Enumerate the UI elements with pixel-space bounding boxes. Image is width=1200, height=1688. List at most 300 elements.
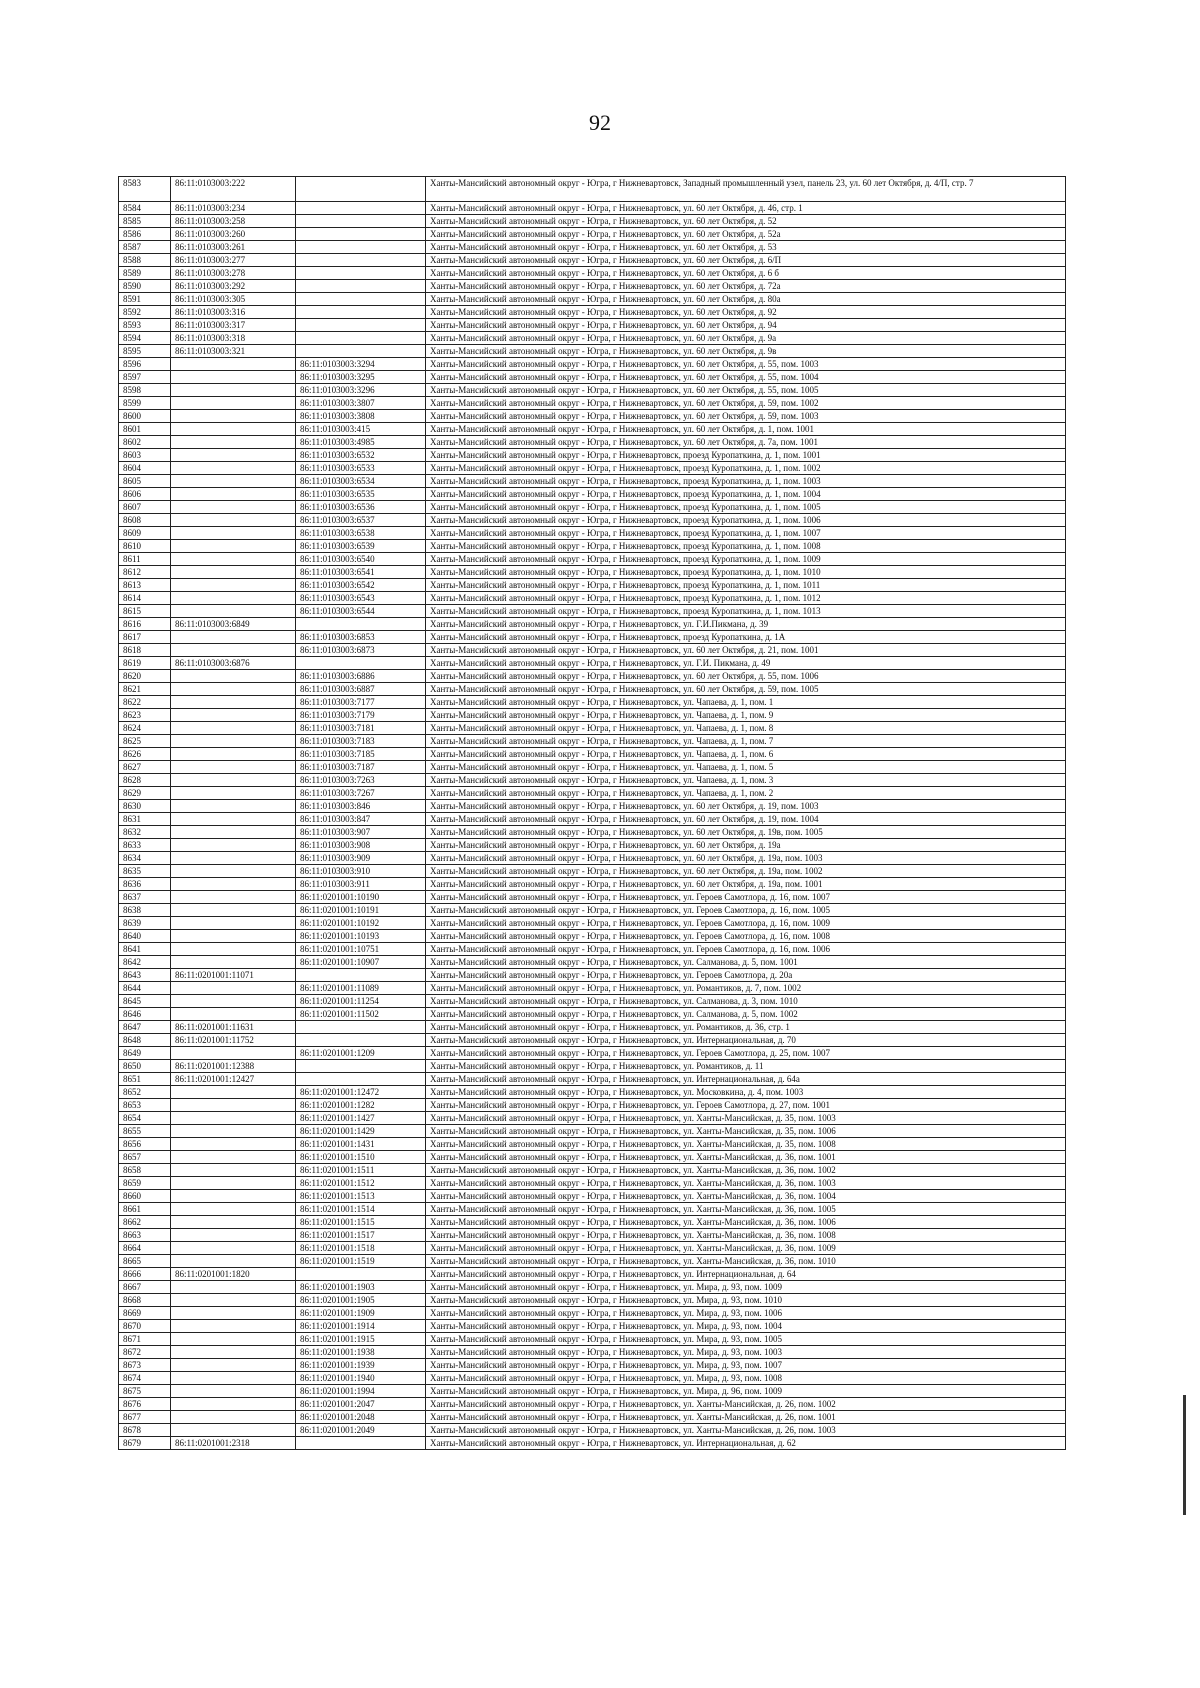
address-cell: Ханты-Мансийский автономный округ - Югра, г Нижневартовск, ул. 60 лет Октября, д. 55, пом. 1005	[426, 384, 1066, 397]
premises-number-cell: 86:11:0103003:3807	[296, 397, 426, 410]
address-cell: Ханты-Мансийский автономный округ - Югра, г Нижневартовск, ул. 60 лет Октября, д. 46, стр. 1	[426, 202, 1066, 215]
row-number-cell: 8641	[119, 943, 171, 956]
row-number-cell: 8620	[119, 670, 171, 683]
row-number-cell: 8601	[119, 423, 171, 436]
premises-number-cell: 86:11:0103003:6532	[296, 449, 426, 462]
premises-number-cell: 86:11:0103003:7267	[296, 787, 426, 800]
parcel-number-cell	[171, 1151, 296, 1164]
premises-number-cell: 86:11:0201001:1510	[296, 1151, 426, 1164]
address-cell: Ханты-Мансийский автономный округ - Югра, г Нижневартовск, ул. 60 лет Октября, д. 6 б	[426, 267, 1066, 280]
premises-number-cell: 86:11:0201001:2047	[296, 1398, 426, 1411]
address-cell: Ханты-Мансийский автономный округ - Югра, г Нижневартовск, ул. Интернациональная, д. 62	[426, 1437, 1066, 1450]
row-number-cell: 8656	[119, 1138, 171, 1151]
row-number-cell: 8640	[119, 930, 171, 943]
table-row	[119, 969, 1066, 982]
parcel-number-cell: 86:11:0103003:278	[171, 267, 296, 280]
row-number-cell: 8628	[119, 774, 171, 787]
parcel-number-cell	[171, 1307, 296, 1320]
premises-number-cell: 86:11:0103003:3808	[296, 410, 426, 423]
row-number-cell: 8631	[119, 813, 171, 826]
parcel-number-cell	[171, 475, 296, 488]
row-number-cell: 8634	[119, 852, 171, 865]
premises-number-cell: 86:11:0103003:7181	[296, 722, 426, 735]
address-cell: Ханты-Мансийский автономный округ - Югра, г Нижневартовск, ул. 60 лет Октября, д. 9в	[426, 345, 1066, 358]
premises-number-cell	[296, 319, 426, 332]
table-row	[119, 800, 1066, 813]
premises-number-cell: 86:11:0103003:909	[296, 852, 426, 865]
table-row	[119, 397, 1066, 410]
address-cell: Ханты-Мансийский автономный округ - Югра, г Нижневартовск, ул. 60 лет Октября, д. 53	[426, 241, 1066, 254]
table-row	[119, 1437, 1066, 1450]
row-number-cell: 8663	[119, 1229, 171, 1242]
address-cell: Ханты-Мансийский автономный округ - Югра, г Нижневартовск, ул. Г.И.Пикмана, д. 39	[426, 618, 1066, 631]
address-cell: Ханты-Мансийский автономный округ - Югра, г Нижневартовск, ул. 60 лет Октября, д. 1, пом. 1001	[426, 423, 1066, 436]
row-number-cell: 8591	[119, 293, 171, 306]
address-cell: Ханты-Мансийский автономный округ - Югра, г Нижневартовск, ул. 60 лет Октября, д. 52а	[426, 228, 1066, 241]
table-row	[119, 1112, 1066, 1125]
table-row	[119, 423, 1066, 436]
table-row	[119, 1060, 1066, 1073]
parcel-number-cell	[171, 1086, 296, 1099]
table-row	[119, 1385, 1066, 1398]
address-cell: Ханты-Мансийский автономный округ - Югра, г Нижневартовск, ул. 60 лет Октября, д. 59, пом. 1005	[426, 683, 1066, 696]
parcel-number-cell	[171, 1294, 296, 1307]
table-row	[119, 1008, 1066, 1021]
premises-number-cell: 86:11:0103003:6540	[296, 553, 426, 566]
address-cell: Ханты-Мансийский автономный округ - Югра, г Нижневартовск, ул. Г.И. Пикмана, д. 49	[426, 657, 1066, 670]
premises-number-cell: 86:11:0103003:6534	[296, 475, 426, 488]
row-number-cell: 8619	[119, 657, 171, 670]
table-row	[119, 930, 1066, 943]
row-number-cell: 8633	[119, 839, 171, 852]
address-cell: Ханты-Мансийский автономный округ - Югра, г Нижневартовск, ул. Героев Самотлора, д. 20а	[426, 969, 1066, 982]
parcel-number-cell	[171, 683, 296, 696]
premises-number-cell: 86:11:0201001:10907	[296, 956, 426, 969]
address-cell: Ханты-Мансийский автономный округ - Югра, г Нижневартовск, ул. 60 лет Октября, д. 19а, пом. 1003	[426, 852, 1066, 865]
premises-number-cell	[296, 241, 426, 254]
parcel-number-cell: 86:11:0103003:277	[171, 254, 296, 267]
address-cell: Ханты-Мансийский автономный округ - Югра, г Нижневартовск, ул. 60 лет Октября, д. 59, пом. 1003	[426, 410, 1066, 423]
address-cell: Ханты-Мансийский автономный округ - Югра, г Нижневартовск, ул. 60 лет Октября, д. 6/П	[426, 254, 1066, 267]
address-cell: Ханты-Мансийский автономный округ - Югра, г Нижневартовск, ул. 60 лет Октября, д. 52	[426, 215, 1066, 228]
row-number-cell: 8588	[119, 254, 171, 267]
parcel-number-cell	[171, 748, 296, 761]
table-row	[119, 1294, 1066, 1307]
address-cell: Ханты-Мансийский автономный округ - Югра, г Нижневартовск, ул. Чапаева, д. 1, пом. 1	[426, 696, 1066, 709]
parcel-number-cell	[171, 852, 296, 865]
address-cell: Ханты-Мансийский автономный округ - Югра, г Нижневартовск, ул. Ханты-Мансийская, д. 36, пом. 1003	[426, 1177, 1066, 1190]
address-cell: Ханты-Мансийский автономный округ - Югра, г Нижневартовск, ул. 60 лет Октября, д. 19а	[426, 839, 1066, 852]
address-cell: Ханты-Мансийский автономный округ - Югра, г Нижневартовск, ул. Ханты-Мансийская, д. 36, пом. 1010	[426, 1255, 1066, 1268]
premises-number-cell: 86:11:0201001:1513	[296, 1190, 426, 1203]
row-number-cell: 8637	[119, 891, 171, 904]
row-number-cell: 8623	[119, 709, 171, 722]
address-cell: Ханты-Мансийский автономный округ - Югра, г Нижневартовск, ул. 60 лет Октября, д. 55, пом. 1004	[426, 371, 1066, 384]
parcel-number-cell	[171, 1164, 296, 1177]
address-cell: Ханты-Мансийский автономный округ - Югра, г Нижневартовск, ул. Ханты-Мансийская, д. 36, пом. 1009	[426, 1242, 1066, 1255]
address-cell: Ханты-Мансийский автономный округ - Югра, г Нижневартовск, ул. 60 лет Октября, д. 72а	[426, 280, 1066, 293]
address-cell: Ханты-Мансийский автономный округ - Югра, г Нижневартовск, ул. Чапаева, д. 1, пом. 8	[426, 722, 1066, 735]
parcel-number-cell	[171, 1385, 296, 1398]
premises-number-cell: 86:11:0201001:1903	[296, 1281, 426, 1294]
address-cell: Ханты-Мансийский автономный округ - Югра, г Нижневартовск, ул. Интернациональная, д. 64	[426, 1268, 1066, 1281]
row-number-cell: 8667	[119, 1281, 171, 1294]
row-number-cell: 8622	[119, 696, 171, 709]
premises-number-cell	[296, 1268, 426, 1281]
row-number-cell: 8653	[119, 1099, 171, 1112]
address-cell: Ханты-Мансийский автономный округ - Югра, г Нижневартовск, ул. Ханты-Мансийская, д. 36, пом. 1005	[426, 1203, 1066, 1216]
address-cell: Ханты-Мансийский автономный округ - Югра, г Нижневартовск, ул. Героев Самотлора, д. 16, пом. 1008	[426, 930, 1066, 943]
table-row	[119, 956, 1066, 969]
premises-number-cell: 86:11:0103003:4985	[296, 436, 426, 449]
table-row	[119, 293, 1066, 306]
address-cell: Ханты-Мансийский автономный округ - Югра, г Нижневартовск, ул. Ханты-Мансийская, д. 36, пом. 1004	[426, 1190, 1066, 1203]
table-row	[119, 1138, 1066, 1151]
premises-number-cell: 86:11:0103003:3294	[296, 358, 426, 371]
address-cell: Ханты-Мансийский автономный округ - Югра, г Нижневартовск, ул. Мира, д. 93, пом. 1004	[426, 1320, 1066, 1333]
row-number-cell: 8596	[119, 358, 171, 371]
row-number-cell: 8661	[119, 1203, 171, 1216]
address-cell: Ханты-Мансийский автономный округ - Югра, г Нижневартовск, ул. 60 лет Октября, д. 55, пом. 1006	[426, 670, 1066, 683]
premises-number-cell: 86:11:0103003:6873	[296, 644, 426, 657]
parcel-number-cell	[171, 410, 296, 423]
parcel-number-cell	[171, 436, 296, 449]
table-row	[119, 215, 1066, 228]
premises-number-cell	[296, 345, 426, 358]
table-row	[119, 436, 1066, 449]
parcel-number-cell	[171, 631, 296, 644]
row-number-cell: 8612	[119, 566, 171, 579]
premises-number-cell: 86:11:0103003:6543	[296, 592, 426, 605]
address-cell: Ханты-Мансийский автономный округ - Югра, г Нижневартовск, проезд Куропаткина, д. 1, пом. 1007	[426, 527, 1066, 540]
parcel-number-cell	[171, 735, 296, 748]
premises-number-cell: 86:11:0103003:7183	[296, 735, 426, 748]
page-number: 92	[589, 110, 611, 135]
premises-number-cell: 86:11:0201001:2049	[296, 1424, 426, 1437]
parcel-number-cell: 86:11:0103003:260	[171, 228, 296, 241]
table-row	[119, 475, 1066, 488]
parcel-number-cell	[171, 514, 296, 527]
parcel-number-cell	[171, 774, 296, 787]
parcel-number-cell: 86:11:0201001:2318	[171, 1437, 296, 1450]
row-number-cell: 8645	[119, 995, 171, 1008]
parcel-number-cell: 86:11:0201001:11071	[171, 969, 296, 982]
parcel-number-cell	[171, 488, 296, 501]
row-number-cell: 8618	[119, 644, 171, 657]
parcel-number-cell	[171, 696, 296, 709]
row-number-cell: 8615	[119, 605, 171, 618]
parcel-number-cell	[171, 670, 296, 683]
parcel-number-cell	[171, 917, 296, 930]
row-number-cell: 8607	[119, 501, 171, 514]
parcel-number-cell: 86:11:0103003:305	[171, 293, 296, 306]
parcel-number-cell	[171, 1411, 296, 1424]
address-cell: Ханты-Мансийский автономный округ - Югра, г Нижневартовск, ул. Мира, д. 93, пом. 1010	[426, 1294, 1066, 1307]
address-cell: Ханты-Мансийский автономный округ - Югра, г Нижневартовск, проезд Куропаткина, д. 1, пом. 1013	[426, 605, 1066, 618]
parcel-number-cell: 86:11:0103003:321	[171, 345, 296, 358]
address-cell: Ханты-Мансийский автономный округ - Югра, г Нижневартовск, ул. Героев Самотлора, д. 25, пом. 1007	[426, 1047, 1066, 1060]
premises-number-cell: 86:11:0201001:1429	[296, 1125, 426, 1138]
premises-number-cell: 86:11:0201001:1518	[296, 1242, 426, 1255]
premises-number-cell: 86:11:0201001:1938	[296, 1346, 426, 1359]
address-cell: Ханты-Мансийский автономный округ - Югра, г Нижневартовск, ул. Мира, д. 96, пом. 1009	[426, 1385, 1066, 1398]
parcel-number-cell	[171, 1255, 296, 1268]
table-row	[119, 1320, 1066, 1333]
parcel-number-cell	[171, 579, 296, 592]
row-number-cell: 8630	[119, 800, 171, 813]
row-number-cell: 8660	[119, 1190, 171, 1203]
address-cell: Ханты-Мансийский автономный округ - Югра, г Нижневартовск, ул. Мира, д. 93, пом. 1009	[426, 1281, 1066, 1294]
parcel-number-cell	[171, 501, 296, 514]
parcel-number-cell	[171, 839, 296, 852]
row-number-cell: 8605	[119, 475, 171, 488]
premises-number-cell: 86:11:0201001:1519	[296, 1255, 426, 1268]
table-row	[119, 787, 1066, 800]
address-cell: Ханты-Мансийский автономный округ - Югра, г Нижневартовск, ул. Героев Самотлора, д. 16, пом. 1009	[426, 917, 1066, 930]
premises-number-cell: 86:11:0201001:10192	[296, 917, 426, 930]
parcel-number-cell: 86:11:0201001:11752	[171, 1034, 296, 1047]
address-cell: Ханты-Мансийский автономный округ - Югра, г Нижневартовск, ул. 60 лет Октября, д. 92	[426, 306, 1066, 319]
parcel-number-cell	[171, 1229, 296, 1242]
parcel-number-cell	[171, 943, 296, 956]
table-row	[119, 332, 1066, 345]
premises-number-cell: 86:11:0103003:6887	[296, 683, 426, 696]
premises-number-cell: 86:11:0201001:1512	[296, 1177, 426, 1190]
premises-number-cell: 86:11:0201001:1940	[296, 1372, 426, 1385]
table-row	[119, 826, 1066, 839]
address-cell: Ханты-Мансийский автономный округ - Югра, г Нижневартовск, ул. Чапаева, д. 1, пом. 5	[426, 761, 1066, 774]
table-row	[119, 1242, 1066, 1255]
table-row	[119, 1164, 1066, 1177]
address-cell: Ханты-Мансийский автономный округ - Югра, г Нижневартовск, ул. 60 лет Октября, д. 9а	[426, 332, 1066, 345]
address-cell: Ханты-Мансийский автономный округ - Югра, г Нижневартовск, ул. 60 лет Октября, д. 19а, пом. 1001	[426, 878, 1066, 891]
table-row	[119, 1359, 1066, 1372]
premises-number-cell	[296, 1073, 426, 1086]
premises-number-cell: 86:11:0103003:6533	[296, 462, 426, 475]
table-row	[119, 1151, 1066, 1164]
table-row	[119, 670, 1066, 683]
table-row	[119, 202, 1066, 215]
row-number-cell: 8673	[119, 1359, 171, 1372]
row-number-cell: 8608	[119, 514, 171, 527]
table-row	[119, 605, 1066, 618]
parcel-number-cell: 86:11:0103003:318	[171, 332, 296, 345]
table-row	[119, 722, 1066, 735]
address-cell: Ханты-Мансийский автономный округ - Югра, г Нижневартовск, проезд Куропаткина, д. 1, пом. 1006	[426, 514, 1066, 527]
table-row	[119, 696, 1066, 709]
row-number-cell: 8625	[119, 735, 171, 748]
row-number-cell: 8589	[119, 267, 171, 280]
row-number-cell: 8604	[119, 462, 171, 475]
parcel-number-cell: 86:11:0201001:12427	[171, 1073, 296, 1086]
premises-number-cell: 86:11:0103003:3295	[296, 371, 426, 384]
parcel-number-cell: 86:11:0103003:292	[171, 280, 296, 293]
row-number-cell: 8678	[119, 1424, 171, 1437]
table-row	[119, 878, 1066, 891]
table-row	[119, 852, 1066, 865]
address-cell: Ханты-Мансийский автономный округ - Югра, г Нижневартовск, ул. 60 лет Октября, д. 7а, пом. 1001	[426, 436, 1066, 449]
row-number-cell: 8636	[119, 878, 171, 891]
table-row	[119, 631, 1066, 644]
table-row	[119, 306, 1066, 319]
parcel-number-cell	[171, 1047, 296, 1060]
row-number-cell: 8646	[119, 1008, 171, 1021]
row-number-cell: 8603	[119, 449, 171, 462]
row-number-cell: 8679	[119, 1437, 171, 1450]
premises-number-cell: 86:11:0103003:6544	[296, 605, 426, 618]
table-row	[119, 540, 1066, 553]
table-row	[119, 501, 1066, 514]
premises-number-cell: 86:11:0201001:1939	[296, 1359, 426, 1372]
address-cell: Ханты-Мансийский автономный округ - Югра, г Нижневартовск, ул. Чапаева, д. 1, пом. 7	[426, 735, 1066, 748]
premises-number-cell	[296, 1060, 426, 1073]
row-number-cell: 8616	[119, 618, 171, 631]
address-cell: Ханты-Мансийский автономный округ - Югра, г Нижневартовск, ул. 60 лет Октября, д. 80а	[426, 293, 1066, 306]
premises-number-cell: 86:11:0103003:3296	[296, 384, 426, 397]
premises-number-cell: 86:11:0201001:1994	[296, 1385, 426, 1398]
address-cell: Ханты-Мансийский автономный округ - Югра, г Нижневартовск, ул. Чапаева, д. 1, пом. 9	[426, 709, 1066, 722]
premises-number-cell	[296, 267, 426, 280]
parcel-number-cell	[171, 982, 296, 995]
address-cell: Ханты-Мансийский автономный округ - Югра, г Нижневартовск, проезд Куропаткина, д. 1, пом. 1012	[426, 592, 1066, 605]
table-row	[119, 488, 1066, 501]
row-number-cell: 8657	[119, 1151, 171, 1164]
premises-number-cell	[296, 618, 426, 631]
row-number-cell: 8662	[119, 1216, 171, 1229]
address-cell: Ханты-Мансийский автономный округ - Югра, г Нижневартовск, ул. Ханты-Мансийская, д. 36, пом. 1006	[426, 1216, 1066, 1229]
premises-number-cell: 86:11:0103003:415	[296, 423, 426, 436]
address-cell: Ханты-Мансийский автономный округ - Югра, г Нижневартовск, проезд Куропаткина, д. 1, пом. 1003	[426, 475, 1066, 488]
premises-number-cell	[296, 177, 426, 202]
parcel-number-cell	[171, 1320, 296, 1333]
parcel-number-cell	[171, 1138, 296, 1151]
parcel-number-cell	[171, 462, 296, 475]
premises-number-cell	[296, 1021, 426, 1034]
row-number-cell: 8655	[119, 1125, 171, 1138]
row-number-cell: 8586	[119, 228, 171, 241]
table-row	[119, 1073, 1066, 1086]
parcel-number-cell	[171, 397, 296, 410]
parcel-number-cell	[171, 878, 296, 891]
row-number-cell: 8583	[119, 177, 171, 202]
table-row	[119, 683, 1066, 696]
parcel-number-cell: 86:11:0103003:234	[171, 202, 296, 215]
row-number-cell: 8585	[119, 215, 171, 228]
table-row	[119, 345, 1066, 358]
premises-number-cell	[296, 332, 426, 345]
address-cell: Ханты-Мансийский автономный округ - Югра, г Нижневартовск, ул. Интернациональная, д. 70	[426, 1034, 1066, 1047]
parcel-number-cell	[171, 800, 296, 813]
row-number-cell: 8669	[119, 1307, 171, 1320]
table-row	[119, 1021, 1066, 1034]
address-cell: Ханты-Мансийский автономный округ - Югра, г Нижневартовск, ул. Героев Самотлора, д. 16, пом. 1007	[426, 891, 1066, 904]
row-number-cell: 8598	[119, 384, 171, 397]
table-row	[119, 1307, 1066, 1320]
address-cell: Ханты-Мансийский автономный округ - Югра, г Нижневартовск, ул. 60 лет Октября, д. 55, пом. 1003	[426, 358, 1066, 371]
premises-number-cell	[296, 306, 426, 319]
table-row	[119, 527, 1066, 540]
premises-number-cell	[296, 969, 426, 982]
premises-number-cell: 86:11:0201001:11089	[296, 982, 426, 995]
table-row	[119, 553, 1066, 566]
premises-number-cell: 86:11:0201001:1909	[296, 1307, 426, 1320]
row-number-cell: 8629	[119, 787, 171, 800]
table-row	[119, 1268, 1066, 1281]
premises-number-cell: 86:11:0103003:910	[296, 865, 426, 878]
row-number-cell: 8594	[119, 332, 171, 345]
row-number-cell: 8650	[119, 1060, 171, 1073]
row-number-cell: 8665	[119, 1255, 171, 1268]
premises-number-cell: 86:11:0103003:846	[296, 800, 426, 813]
table-row	[119, 839, 1066, 852]
table-row	[119, 462, 1066, 475]
parcel-number-cell	[171, 1099, 296, 1112]
parcel-number-cell	[171, 1372, 296, 1385]
table-row	[119, 592, 1066, 605]
premises-number-cell: 86:11:0201001:11502	[296, 1008, 426, 1021]
address-cell: Ханты-Мансийский автономный округ - Югра, г Нижневартовск, ул. 60 лет Октября, д. 19в, пом. 1005	[426, 826, 1066, 839]
table-row	[119, 384, 1066, 397]
parcel-number-cell: 86:11:0103003:316	[171, 306, 296, 319]
table-row	[119, 566, 1066, 579]
table-row	[119, 917, 1066, 930]
premises-number-cell: 86:11:0201001:1514	[296, 1203, 426, 1216]
address-cell: Ханты-Мансийский автономный округ - Югра, г Нижневартовск, ул. Мира, д. 93, пом. 1007	[426, 1359, 1066, 1372]
table-row	[119, 1099, 1066, 1112]
table-row	[119, 865, 1066, 878]
premises-number-cell: 86:11:0103003:6537	[296, 514, 426, 527]
address-cell: Ханты-Мансийский автономный округ - Югра, г Нижневартовск, ул. 60 лет Октября, д. 59, пом. 1002	[426, 397, 1066, 410]
row-number-cell: 8610	[119, 540, 171, 553]
premises-number-cell: 86:11:0103003:6538	[296, 527, 426, 540]
address-cell: Ханты-Мансийский автономный округ - Югра, г Нижневартовск, проезд Куропаткина, д. 1, пом. 1004	[426, 488, 1066, 501]
table-row	[119, 1411, 1066, 1424]
row-number-cell: 8617	[119, 631, 171, 644]
premises-number-cell: 86:11:0103003:6886	[296, 670, 426, 683]
table-row	[119, 891, 1066, 904]
table-row	[119, 579, 1066, 592]
address-cell: Ханты-Мансийский автономный округ - Югра, г Нижневартовск, ул. Мира, д. 93, пом. 1006	[426, 1307, 1066, 1320]
parcel-number-cell	[171, 891, 296, 904]
premises-number-cell: 86:11:0201001:1282	[296, 1099, 426, 1112]
parcel-number-cell	[171, 1281, 296, 1294]
row-number-cell: 8600	[119, 410, 171, 423]
parcel-number-cell	[171, 826, 296, 839]
row-number-cell: 8676	[119, 1398, 171, 1411]
table-row	[119, 644, 1066, 657]
address-cell: Ханты-Мансийский автономный округ - Югра, г Нижневартовск, ул. Салманова, д. 5, пом. 1001	[426, 956, 1066, 969]
address-cell: Ханты-Мансийский автономный округ - Югра, г Нижневартовск, ул. 60 лет Октября, д. 21, пом. 1001	[426, 644, 1066, 657]
parcel-number-cell	[171, 423, 296, 436]
address-cell: Ханты-Мансийский автономный округ - Югра, г Нижневартовск, ул. 60 лет Октября, д. 94	[426, 319, 1066, 332]
premises-number-cell	[296, 254, 426, 267]
table-row	[119, 280, 1066, 293]
table-row	[119, 514, 1066, 527]
parcel-number-cell	[171, 787, 296, 800]
parcel-number-cell	[171, 1359, 296, 1372]
row-number-cell: 8668	[119, 1294, 171, 1307]
table-row	[119, 1346, 1066, 1359]
premises-number-cell	[296, 280, 426, 293]
premises-number-cell: 86:11:0201001:1511	[296, 1164, 426, 1177]
address-cell: Ханты-Мансийский автономный округ - Югра, г Нижневартовск, ул. Чапаева, д. 1, пом. 3	[426, 774, 1066, 787]
premises-number-cell: 86:11:0201001:1914	[296, 1320, 426, 1333]
table-row	[119, 1203, 1066, 1216]
row-number-cell: 8587	[119, 241, 171, 254]
table-row	[119, 1047, 1066, 1060]
premises-number-cell: 86:11:0201001:1905	[296, 1294, 426, 1307]
address-cell: Ханты-Мансийский автономный округ - Югра, г Нижневартовск, ул. Ханты-Мансийская, д. 26, пом. 1001	[426, 1411, 1066, 1424]
